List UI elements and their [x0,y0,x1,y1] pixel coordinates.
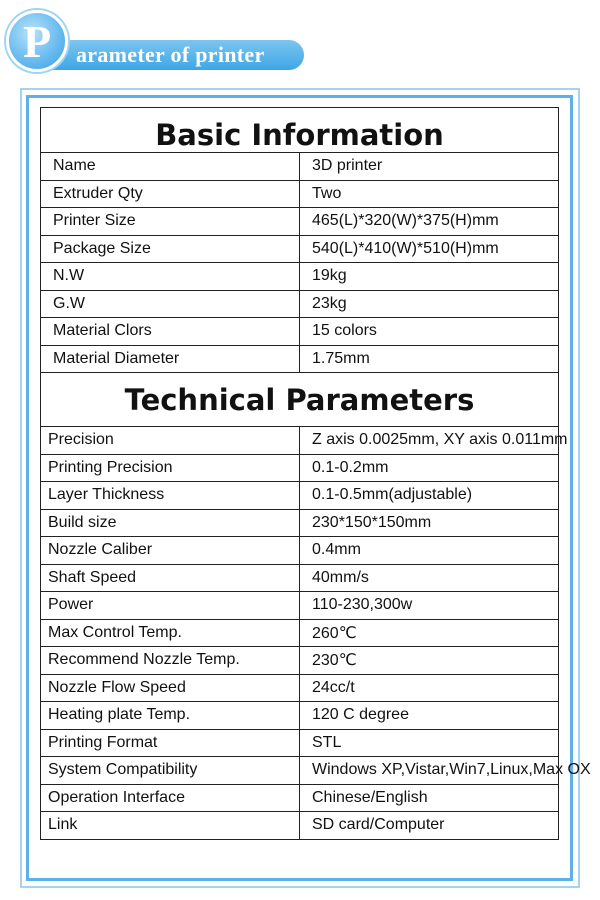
spec-label: Nozzle Caliber [41,537,300,565]
table-row [41,812,559,840]
spec-label: Shaft Speed [41,564,300,592]
header-letter-badge [6,10,68,72]
spec-label: Material Diameter [41,345,300,373]
spec-label: Material Clors [41,318,300,346]
spec-value: 120 C degree [300,702,559,730]
spec-value: 0.4mm [300,537,559,565]
spec-value: 110-230,300w [300,592,559,620]
table-row [41,454,559,482]
spec-label: Extruder Qty [41,180,300,208]
spec-value: 230*150*150mm [300,509,559,537]
spec-label: Power [41,592,300,620]
spec-table [40,107,591,840]
spec-value: STL [300,729,559,757]
table-row [41,702,559,730]
table-row [41,208,559,236]
table-row [41,263,559,291]
spec-value: 40mm/s [300,564,559,592]
spec-label: Link [41,812,300,840]
spec-value: 0.1-0.5mm(adjustable) [300,482,559,510]
spec-label: Printing Format [41,729,300,757]
spec-label: Heating plate Temp. [41,702,300,730]
spec-label: System Compatibility [41,757,300,785]
spec-value: 19kg [300,263,559,291]
header-letter: P [22,16,52,67]
spec-value: Z axis 0.0025mm, XY axis 0.011mm [300,427,559,455]
spec-value: 465(L)*320(W)*375(H)mm [300,208,559,236]
spec-label: Max Control Temp. [41,619,300,647]
table-row [41,674,559,702]
spec-value: 15 colors [300,318,559,346]
tech-params-title: Technical Parameters [41,373,559,427]
spec-value: 1.75mm [300,345,559,373]
spec-label: Package Size [41,235,300,263]
spec-label: Nozzle Flow Speed [41,674,300,702]
spec-value: 24cc/t [300,674,559,702]
spec-label: Operation Interface [41,784,300,812]
spec-label: Name [41,153,300,181]
spec-value: 540(L)*410(W)*510(H)mm [300,235,559,263]
spec-value: 3D printer [300,153,559,181]
table-row [41,290,559,318]
table-row [41,592,559,620]
spec-value: Two [300,180,559,208]
spec-value: Windows XP,Vistar,Win7,Linux,Max OX [300,757,559,785]
table-row [41,564,559,592]
table-row [41,235,559,263]
table-row [41,729,559,757]
spec-value: 23kg [300,290,559,318]
table-row [41,509,559,537]
table-row [41,647,559,675]
spec-value: 230℃ [300,647,559,675]
table-row [41,318,559,346]
spec-label: G.W [41,290,300,318]
table-row [41,619,559,647]
table-row [41,482,559,510]
spec-label: Printing Precision [41,454,300,482]
spec-value: Chinese/English [300,784,559,812]
header-title: arameter of printer [76,42,265,67]
spec-label: Recommend Nozzle Temp. [41,647,300,675]
table-row [41,427,559,455]
table-row [41,345,559,373]
table-row [41,537,559,565]
tech-params-title-row [41,373,559,427]
basic-info-title-row [41,108,559,153]
spec-value: 0.1-0.2mm [300,454,559,482]
spec-value: 260℃ [300,619,559,647]
spec-label: Layer Thickness [41,482,300,510]
table-row [41,180,559,208]
table-row [41,153,559,181]
basic-info-title: Basic Information [41,108,559,153]
spec-label: N.W [41,263,300,291]
spec-label: Printer Size [41,208,300,236]
table-row [41,784,559,812]
spec-label: Precision [41,427,300,455]
table-row [41,757,559,785]
spec-value: SD card/Computer [300,812,559,840]
spec-label: Build size [41,509,300,537]
